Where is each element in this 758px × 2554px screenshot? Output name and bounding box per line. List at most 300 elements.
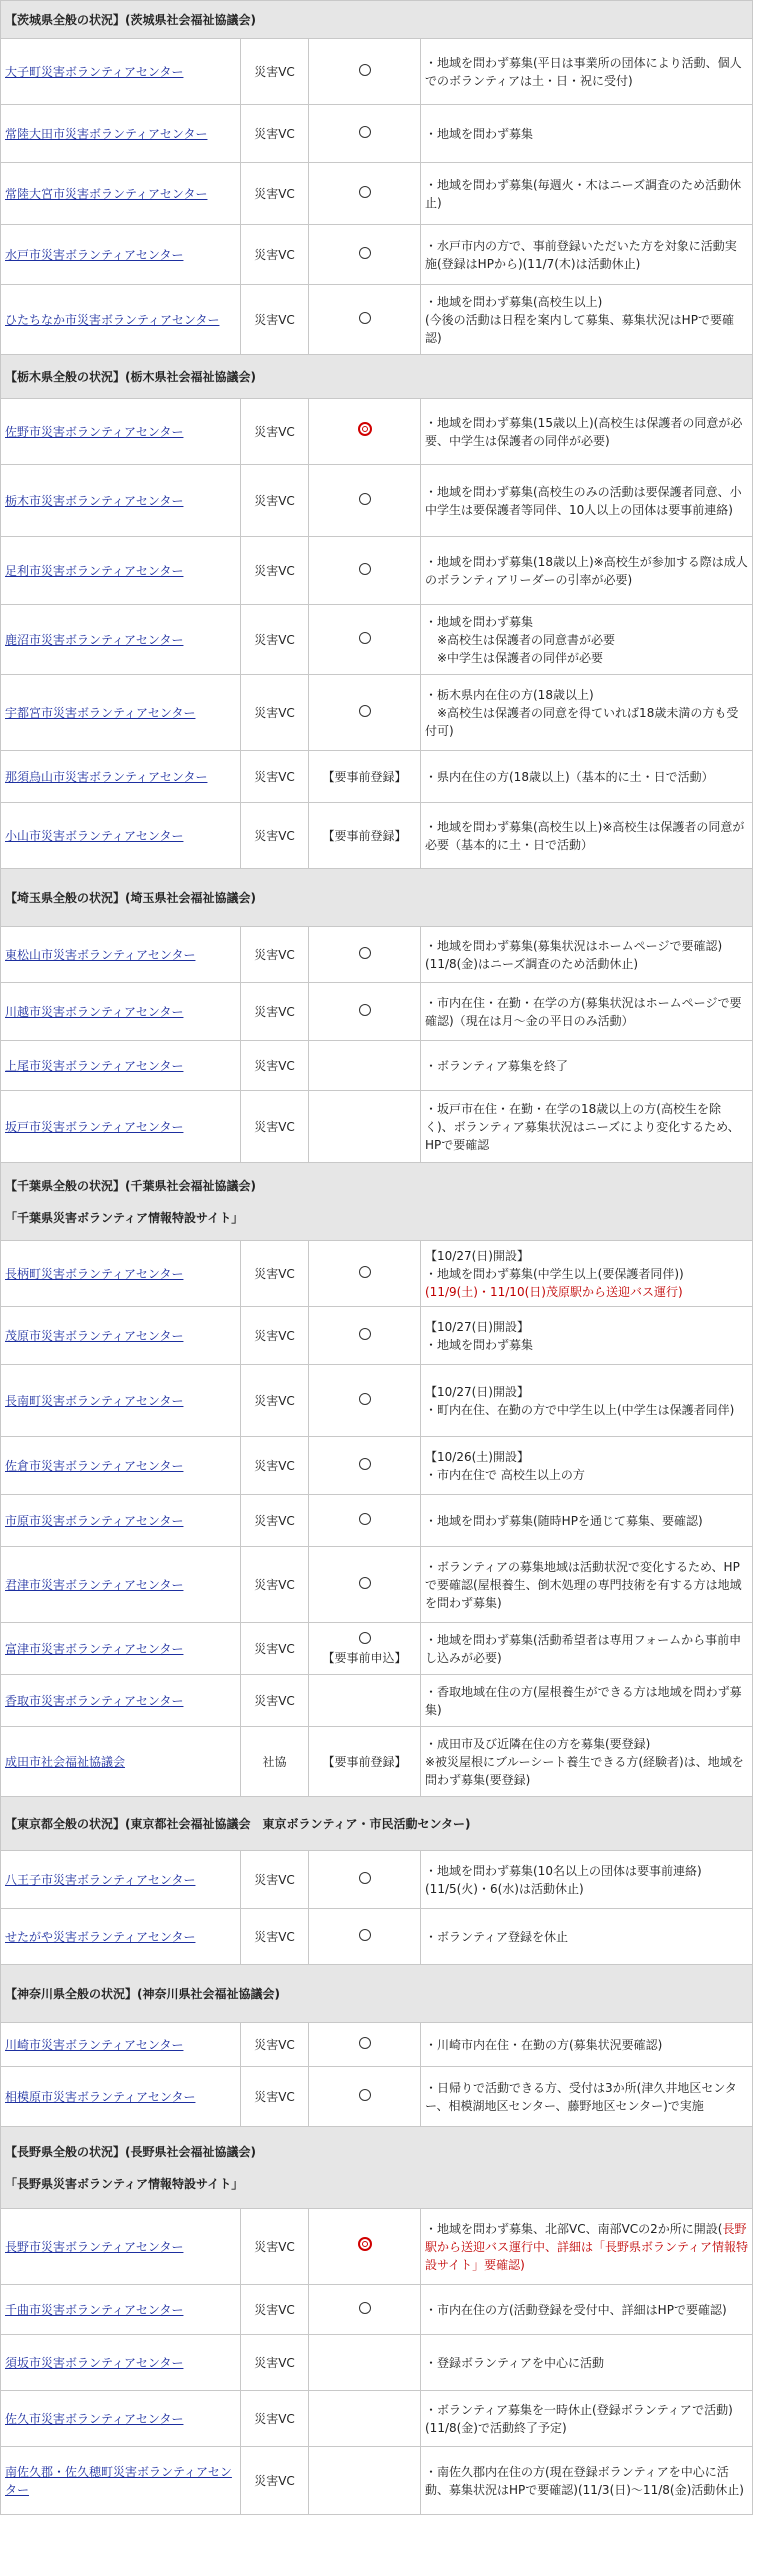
note-line: ・地域を問わず募集(高校生以上)※高校生は保護者の同意が必要（基本的に土・日で活動） [425,819,745,852]
center-link[interactable]: 富津市災害ボランティアセンター [5,1641,184,1656]
status-text: 【要事前登録】 [322,1754,407,1769]
open-circle-icon [359,563,371,575]
center-link[interactable]: 佐野市災害ボランティアセンター [5,424,184,439]
note-line: ・市内在住・在勤・在学の方(募集状況はホームページで要確認)（現在は月～金の平日のみ活動） [425,995,742,1028]
note-line: ・地域を問わず募集 [425,126,534,141]
note-line: ・坂戸市在住・在勤・在学の18歳以上の方(高校生を除く)、ボランティア募集状況はニーズにより変化するため、HPで要確認 [425,1101,740,1152]
center-name-cell [1,1041,241,1091]
note-cell [421,1851,753,1909]
note-cell [421,1241,753,1307]
type-cell: 災害VC [241,1365,309,1437]
status-cell [309,1307,421,1365]
type-cell: 災害VC [241,163,309,225]
open-circle-icon [359,186,371,198]
note-line: ・地域を問わず募集 [425,614,534,629]
type-cell: 災害VC [241,1623,309,1675]
status-cell [309,927,421,983]
center-link[interactable]: 相模原市災害ボランティアセンター [5,2089,196,2104]
open-circle-icon [359,2089,371,2101]
status-cell [309,2067,421,2127]
center-link[interactable]: 成田市社会福祉協議会 [5,1754,126,1769]
note-cell [421,1727,753,1797]
note-red-text: 長野駅から送迎バス運行中、詳細は「長野県ボランティア情報特設サイト」要確認) [425,2221,749,2272]
note-line: ・地域を問わず募集(募集状況はホームページで要確認) [425,938,723,953]
section-heading-link[interactable]: 【栃木県全般の状況】(栃木県社会福祉協議会) [5,369,256,384]
table-row [1,1041,753,1091]
center-link[interactable]: 香取市災害ボランティアセンター [5,1693,184,1708]
status-cell [309,1547,421,1623]
note-cell [421,983,753,1041]
section-heading-link[interactable]: 【埼玉県全般の状況】(埼玉県社会福祉協議会) [5,890,256,905]
note-cell [421,675,753,751]
note-line: ・登録ボランティアを中心に活動 [425,2355,605,2370]
section-title [1,355,753,399]
center-name-cell [1,2447,241,2515]
center-link[interactable]: 東松山市災害ボランティアセンター [5,947,196,962]
note-cell [421,1675,753,1727]
open-circle-icon [359,312,371,324]
section-header-row [1,869,753,927]
note-line: ・町内在住、在勤の方で中学生以上(中学生は保護者同伴) [425,1402,735,1417]
note-line: ・ボランティア登録を休止 [425,1929,569,1944]
center-name-cell [1,1437,241,1495]
center-name-cell [1,537,241,605]
center-link[interactable]: 佐倉市災害ボランティアセンター [5,1458,184,1473]
status-cell [309,751,421,803]
center-name-cell [1,2209,241,2285]
center-name-cell [1,1909,241,1965]
center-name-cell [1,465,241,537]
center-link[interactable]: 那須烏山市災害ボランティアセンター [5,769,208,784]
type-cell: 災害VC [241,1547,309,1623]
table-row [1,285,753,355]
table-row [1,537,753,605]
center-link[interactable]: 常陸大宮市災害ボランティアセンター [5,186,208,201]
center-link[interactable]: 長柄町災害ボランティアセンター [5,1266,184,1281]
note-cell [421,2335,753,2391]
special-site-link[interactable]: 「千葉県災害ボランティア情報特設サイト」 [5,1210,244,1225]
type-cell: 災害VC [241,1851,309,1909]
status-cell [309,1091,421,1163]
center-link[interactable]: 水戸市災害ボランティアセンター [5,247,184,262]
note-cell [421,1909,753,1965]
center-name-cell [1,39,241,105]
status-cell [309,1365,421,1437]
open-circle-icon [359,126,371,138]
note-line: (11/8(金)はニーズ調査のため活動休止) [425,956,639,971]
center-name-cell [1,225,241,285]
note-line: ・日帰りで活動できる方、受付は3か所(津久井地区センター、相模湖地区センター、藤野地区センター)で実施 [425,2080,737,2113]
type-cell: 災害VC [241,285,309,355]
table-row [1,983,753,1041]
table-row [1,605,753,675]
status-cell [309,285,421,355]
note-cell [421,927,753,983]
note-cell [421,1623,753,1675]
center-link[interactable]: 宇都宮市災害ボランティアセンター [5,705,196,720]
type-cell: 災害VC [241,983,309,1041]
status-cell [309,1675,421,1727]
center-name-cell [1,1727,241,1797]
status-cell [309,399,421,465]
section-heading-link[interactable]: 【長野県全般の状況】(長野県社会福祉協議会) [5,2144,256,2159]
note-cell [421,751,753,803]
note-cell [421,605,753,675]
type-cell: 災害VC [241,105,309,163]
note-line: ※高校生は保護者の同意を得ていれば18歳未満の方も受付可) [425,705,739,738]
center-name-cell [1,2335,241,2391]
status-cell [309,1241,421,1307]
note-line: ・川崎市内在住・在勤の方(募集状況要確認) [425,2037,663,2052]
open-circle-icon [359,947,371,959]
table-row [1,2023,753,2067]
status-cell [309,225,421,285]
note-line: ・市内在住の方(活動登録を受付中、詳細はHPで要確認) [425,2302,727,2317]
open-circle-icon [359,1872,371,1884]
status-cell [309,105,421,163]
open-circle-icon [359,705,371,717]
status-cell [309,163,421,225]
center-name-cell [1,675,241,751]
note-cell [421,2023,753,2067]
status-cell [309,39,421,105]
note-line: ・県内在住の方(18歳以上)（基本的に土・日で活動） [425,769,714,784]
section-heading-link[interactable]: 【神奈川県全般の状況】(神奈川県社会福祉協議会) [5,1986,280,2001]
type-cell: 災害VC [241,927,309,983]
open-circle-icon [359,1266,371,1278]
center-link[interactable]: 須坂市災害ボランティアセンター [5,2355,184,2370]
note-red-text: (11/9(土)・11/10(日)茂原駅から送迎バス運行) [425,1284,683,1299]
status-cell [309,1909,421,1965]
status-text: 【要事前登録】 [322,828,407,843]
note-cell [421,1547,753,1623]
center-link[interactable]: 茂原市災害ボランティアセンター [5,1328,184,1343]
note-line: 【10/27(日)開設】 [425,1384,529,1399]
note-cell [421,1041,753,1091]
type-cell: 災害VC [241,1437,309,1495]
status-cell [309,2391,421,2447]
note-cell [421,803,753,869]
type-cell: 災害VC [241,1909,309,1965]
center-name-cell [1,927,241,983]
table-row [1,1727,753,1797]
type-cell: 災害VC [241,2285,309,2335]
note-line: ・南佐久郡内在住の方(現在登録ボランティアを中心に活動、募集状況はHPで要確認)(11/3(日)～11/8(金)活動休止) [425,2464,744,2497]
center-link[interactable]: 川崎市災害ボランティアセンター [5,2037,184,2052]
open-circle-icon [359,1458,371,1470]
type-cell: 災害VC [241,803,309,869]
center-name-cell [1,1547,241,1623]
status-cell [309,2023,421,2067]
status-cell [309,605,421,675]
table-row [1,2391,753,2447]
note-line: ・地域を問わず募集(毎週火・木はニーズ調査のため活動休止) [425,177,742,210]
center-link[interactable]: 長南町災害ボランティアセンター [5,1393,184,1408]
center-name-cell [1,2285,241,2335]
section-title [1,2127,753,2209]
table-row [1,927,753,983]
type-cell: 災害VC [241,537,309,605]
status-cell [309,537,421,605]
note-line: ・地域を問わず募集(随時HPを通じて募集、要確認) [425,1513,703,1528]
note-cell [421,285,753,355]
table-row [1,105,753,163]
center-name-cell [1,1623,241,1675]
section-title [1,869,753,927]
note-line: ・地域を問わず募集(平日は事業所の団体により活動、個人でのボランティアは土・日・祝に受付) [425,55,742,88]
type-cell: 災害VC [241,605,309,675]
note-line: 【10/27(日)開設】 [425,1248,529,1263]
status-cell [309,1041,421,1091]
center-name-cell [1,803,241,869]
status-cell [309,2285,421,2335]
center-name-cell [1,605,241,675]
type-cell: 災害VC [241,465,309,537]
center-link[interactable]: 上尾市災害ボランティアセンター [5,1058,184,1073]
center-link[interactable]: 坂戸市災害ボランティアセンター [5,1119,184,1134]
center-name-cell [1,1675,241,1727]
status-text-2: 【要事前申込】 [322,1650,407,1665]
note-cell [421,39,753,105]
type-cell: 災害VC [241,1307,309,1365]
type-cell: 災害VC [241,1675,309,1727]
note-cell [421,2447,753,2515]
note-cell [421,465,753,537]
note-cell [421,537,753,605]
type-cell: 災害VC [241,2209,309,2285]
open-circle-icon [359,1328,371,1340]
note-line: ・ボランティア募集を終了 [425,1058,569,1073]
note-line: ・地域を問わず募集 [425,1337,534,1352]
note-line: ・地域を問わず募集、北部VC、南部VCの2か所に開設( [425,2221,723,2236]
note-cell [421,163,753,225]
open-circle-icon [359,2037,371,2049]
section-header-row [1,2127,753,2209]
status-cell [309,983,421,1041]
center-name-cell [1,1365,241,1437]
status-cell [309,2335,421,2391]
center-link[interactable]: 常陸大田市災害ボランティアセンター [5,126,208,141]
section-header-row [1,1,753,39]
status-cell [309,2209,421,2285]
note-line: (11/8(金)で活動終了予定) [425,2420,567,2435]
note-cell [421,2285,753,2335]
open-circle-icon [359,1929,371,1941]
open-circle-icon [359,1393,371,1405]
center-name-cell [1,1241,241,1307]
section-header-row [1,1797,753,1851]
open-circle-icon [359,247,371,259]
table-row [1,1675,753,1727]
table-row [1,1495,753,1547]
table-row [1,1623,753,1675]
type-cell: 災害VC [241,2023,309,2067]
note-cell [421,399,753,465]
note-cell [421,1307,753,1365]
note-cell [421,105,753,163]
center-name-cell [1,105,241,163]
status-cell [309,1727,421,1797]
note-line: ※高校生は保護者の同意書が必要 [425,632,616,647]
center-link[interactable]: 南佐久郡・佐久穂町災害ボランティアセンター [5,2464,232,2497]
table-row [1,225,753,285]
section-heading-link[interactable]: 【茨城県全般の状況】(茨城県社会福祉協議会) [5,12,256,27]
center-name-cell [1,285,241,355]
note-line: ・ボランティアの募集地域は活動状況で変化するため、HPで要確認(屋根養生、倒木処理の専門技術を有する方は地域を問わず募集) [425,1559,742,1610]
type-cell: 災害VC [241,2447,309,2515]
type-cell: 災害VC [241,1495,309,1547]
type-cell: 災害VC [241,399,309,465]
table-row [1,1851,753,1909]
table-row [1,465,753,537]
table-row [1,1307,753,1365]
type-cell: 災害VC [241,39,309,105]
type-cell: 災害VC [241,2067,309,2127]
type-cell: 災害VC [241,225,309,285]
status-text: 【要事前登録】 [322,769,407,784]
center-link[interactable]: 鹿沼市災害ボランティアセンター [5,632,184,647]
note-cell [421,225,753,285]
open-circle-icon [359,1577,371,1589]
center-name-cell [1,1495,241,1547]
section-title [1,1797,753,1851]
center-link[interactable]: 君津市災害ボランティアセンター [5,1577,184,1592]
center-link[interactable]: 小山市災害ボランティアセンター [5,828,184,843]
note-cell [421,1365,753,1437]
table-row [1,751,753,803]
center-name-cell [1,1091,241,1163]
note-line: ・栃木県内在住の方(18歳以上) [425,687,594,702]
open-circle-icon [359,493,371,505]
note-line: ※被災屋根にブルーシート養生できる方(経験者)は、地域を問わず募集(要登録) [425,1754,744,1787]
center-link[interactable]: 川越市災害ボランティアセンター [5,1004,184,1019]
status-cell [309,1623,421,1675]
note-line: ※中学生は保護者の同伴が必要 [425,650,604,665]
section-title [1,1965,753,2023]
center-name-cell [1,399,241,465]
open-circle-icon [359,64,371,76]
status-cell [309,1851,421,1909]
center-name-cell [1,1307,241,1365]
table-row [1,2209,753,2285]
center-name-cell [1,2067,241,2127]
table-row [1,163,753,225]
note-line: ・地域を問わず募集(10名以上の団体は要事前連絡) [425,1863,702,1878]
section-heading-link[interactable]: 【東京都全般の状況】(東京都社会福祉協議会 東京ボランティア・市民活動センター) [5,1816,471,1831]
section-title [1,1163,753,1241]
type-cell: 社協 [241,1727,309,1797]
table-row [1,1091,753,1163]
center-link[interactable]: 長野市災害ボランティアセンター [5,2239,184,2254]
table-row [1,1241,753,1307]
status-cell [309,803,421,869]
note-line: ・地域を問わず募集(15歳以上)(高校生は保護者の同意が必要、中学生は保護者の同伴が必要) [425,415,743,448]
note-line: ・地域を問わず募集(高校生以上) [425,294,603,309]
note-cell [421,2209,753,2285]
section-header-row [1,355,753,399]
type-cell: 災害VC [241,1041,309,1091]
note-line: ・香取地域在住の方(屋根養生ができる方は地域を問わず募集) [425,1684,742,1717]
open-circle-icon [359,1513,371,1525]
table-row [1,675,753,751]
center-link[interactable]: 栃木市災害ボランティアセンター [5,493,184,508]
note-line: 【10/26(土)開設】 [425,1449,529,1464]
table-row [1,2285,753,2335]
table-row [1,1437,753,1495]
note-cell [421,1495,753,1547]
note-cell [421,1437,753,1495]
status-cell [309,2447,421,2515]
note-line: 【10/27(日)開設】 [425,1319,529,1334]
table-row [1,1365,753,1437]
open-circle-icon [359,1004,371,1016]
note-cell [421,2067,753,2127]
type-cell: 災害VC [241,751,309,803]
table-row [1,2067,753,2127]
center-link[interactable]: 大子町災害ボランティアセンター [5,64,184,79]
note-line: ・地域を問わず募集(18歳以上)※高校生が参加する際は成人のボランティアリーダーの引率が必要) [425,554,748,587]
type-cell: 災害VC [241,2335,309,2391]
table-row [1,39,753,105]
center-link[interactable]: 八王子市災害ボランティアセンター [5,1872,196,1887]
double-circle-icon [358,2237,372,2251]
section-header-row [1,1965,753,2023]
center-name-cell [1,751,241,803]
note-cell [421,1091,753,1163]
note-line: (11/5(火)・6(水)は活動休止) [425,1881,584,1896]
center-link[interactable]: ひたちなか市災害ボランティアセンター [5,312,220,327]
section-title [1,1,753,39]
open-circle-icon [359,2302,371,2314]
note-line: (今後の活動は日程を案内して募集、募集状況はHPで要確認) [425,312,734,345]
table-row [1,2447,753,2515]
status-cell [309,675,421,751]
center-link[interactable]: 千曲市災害ボランティアセンター [5,2302,184,2317]
status-cell [309,465,421,537]
table-row [1,1547,753,1623]
double-circle-icon [358,422,372,436]
section-heading-link[interactable]: 【千葉県全般の状況】(千葉県社会福祉協議会) [5,1178,256,1193]
note-line: ・水戸市内の方で、事前登録いただいた方を対象に活動実施(登録はHPから)(11/7(木)は活動休止) [425,238,737,271]
center-name-cell [1,1851,241,1909]
center-link[interactable]: 佐久市災害ボランティアセンター [5,2411,184,2426]
type-cell: 災害VC [241,1241,309,1307]
note-line: ・地域を問わず募集(高校生のみの活動は要保護者同意、小中学生は要保護者等同伴、10人以上の団体は要事前連絡) [425,484,742,517]
section-header-row [1,1163,753,1241]
type-cell: 災害VC [241,675,309,751]
note-line: ・地域を問わず募集(活動希望者は専用フォームから事前申し込みが必要) [425,1632,742,1665]
table-row [1,399,753,465]
note-line: ・成田市及び近隣在住の方を募集(要登録) [425,1736,651,1751]
center-link[interactable]: 市原市災害ボランティアセンター [5,1513,184,1528]
center-name-cell [1,983,241,1041]
center-name-cell [1,2023,241,2067]
note-line: ・ボランティア募集を一時休止(登録ボランティアで活動) [425,2402,733,2417]
note-line: ・地域を問わず募集(中学生以上(要保護者同伴)) [425,1266,684,1281]
note-cell [421,2391,753,2447]
center-name-cell [1,2391,241,2447]
center-link[interactable]: 足利市災害ボランティアセンター [5,563,184,578]
status-cell [309,1437,421,1495]
status-cell [309,1495,421,1547]
type-cell: 災害VC [241,2391,309,2447]
center-link[interactable]: せたがや災害ボランティアセンター [5,1929,196,1944]
table-row [1,803,753,869]
open-circle-icon [359,1632,371,1644]
center-name-cell [1,163,241,225]
special-site-link[interactable]: 「長野県災害ボランティア情報特設サイト」 [5,2176,244,2191]
type-cell: 災害VC [241,1091,309,1163]
